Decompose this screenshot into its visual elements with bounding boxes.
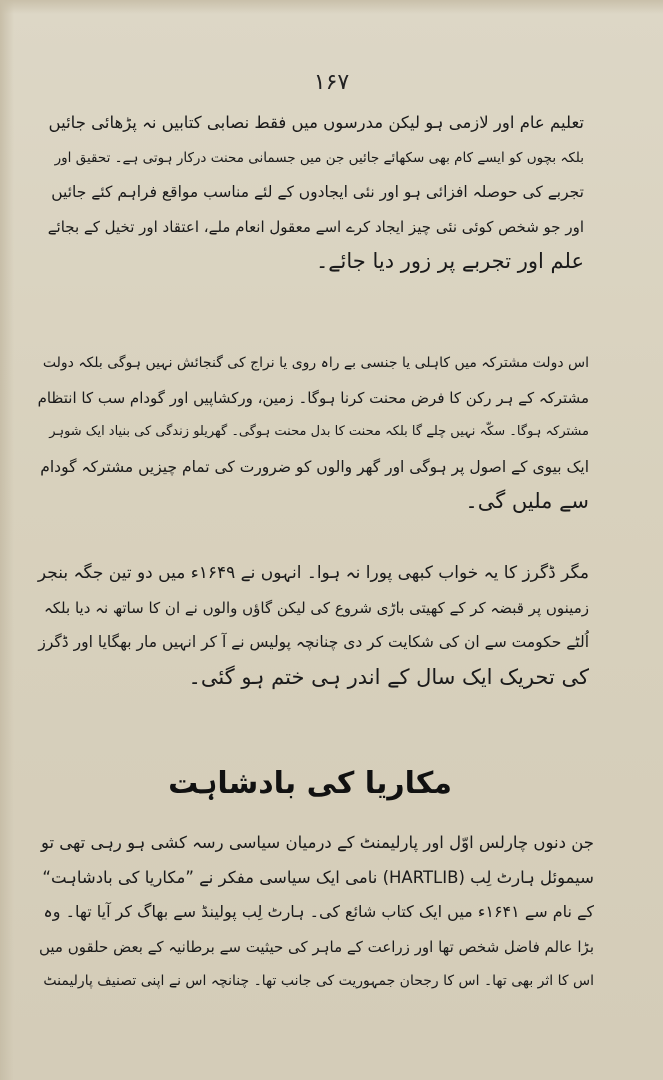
- text-line: مگر ڈگرز کا یہ خواب کبھی پورا نہ ہوا۔ انہوں نے ۱۶۴۹ء میں دو تین جگہ بنجر: [37, 563, 589, 583]
- text-line: اور جو شخص کوئی نئی چیز ایجاد کرے اسے معقول انعام ملے، اعتقاد اور تخیل کے بجائے: [47, 217, 584, 236]
- page-number: ۱۶۷: [313, 70, 350, 95]
- section-heading: مکاریا کی بادشاہت: [168, 766, 452, 801]
- text-line: کے نام سے ۱۶۴۱ء میں ایک کتاب شائع کی۔ ہارٹ لِب پولینڈ سے بھاگ کر آیا تھا۔ وہ: [43, 902, 594, 921]
- text-line: اس کا اثر بھی تھا۔ اس کا رجحان جمہوریت کی جانب تھا۔ چنانچہ اس نے اپنی تصنیف پارلیمنٹ: [43, 973, 594, 989]
- page-shadow-left: [0, 0, 14, 1080]
- text-line: مشترکہ ہوگا۔ سکّہ نہیں چلے گا بلکہ محنت کا بدل محنت ہوگی۔ گھریلو زندگی کی بنیاد ایک شوہر: [49, 424, 589, 439]
- text-line: سے ملیں گی۔: [465, 489, 589, 513]
- text-line: بلکہ بچوں کو ایسے کام بھی سکھائے جائیں جن میں جسمانی محنت درکار ہوتی ہے۔ تحقیق اور: [54, 149, 584, 166]
- text-line: علم اور تجربے پر زور دیا جائے۔: [315, 249, 584, 273]
- text-line: اُلٹے حکومت سے ان کی شکایت کر دی چنانچہ پولیس نے آ کر انہیں مار بھگایا اور ڈگرز: [38, 633, 589, 651]
- text-line: زمینوں پر قبضہ کر کے کھیتی باڑی شروع کی لیکن گاؤں والوں نے ان کا ساتھ نہ دیا بلکہ: [43, 598, 589, 617]
- text-line: جن دنوں چارلس اوّل اور پارلیمنٹ کے درمیان سیاسی رسہ کشی ہو رہی تھی تو: [40, 833, 594, 852]
- text-line: ایک بیوی کے اصول پر ہوگی اور گھر والوں کو ضرورت کی تمام چیزیں مشترکہ گودام: [40, 457, 589, 476]
- text-line: تجربے کی حوصلہ افزائی ہو اور نئی ایجادوں کے لئے مناسب مواقع فراہم کئے جائیں: [51, 183, 584, 201]
- text-line: بڑا عالم فاضل شخص تھا اور زراعت کے ماہر کی حیثیت سے برطانیہ کے بعض حلقوں میں: [38, 937, 594, 956]
- text-line: سیموئل ہارٹ لِب (HARTLIB) نامی ایک سیاسی مفکر نے ”مکاریا کی بادشاہت“: [42, 867, 594, 887]
- text-line: کی تحریک ایک سال کے اندر ہی ختم ہو گئی۔: [188, 664, 589, 689]
- paragraph-hartlib: [34, 826, 594, 999]
- page-shadow-top: [0, 0, 663, 14]
- text-line: اس دولت مشترکہ میں کاہلی یا جنسی بے راہ روی یا نراج کی گنجائش نہیں ہوگی بلکہ دولت: [42, 355, 589, 371]
- paragraph-education: [36, 106, 584, 279]
- text-line: تعلیم عام اور لازمی ہو لیکن مدرسوں میں فقط نصابی کتابیں نہ پڑھائی جائیں: [48, 113, 584, 132]
- paragraph-commonwealth: [36, 346, 589, 519]
- text-line: مشترکہ کے ہر رکن کا فرض محنت کرنا ہوگا۔ زمین، ورکشاپیں اور گودام سب کا انتظام: [37, 388, 589, 407]
- paragraph-diggers: [36, 556, 589, 694]
